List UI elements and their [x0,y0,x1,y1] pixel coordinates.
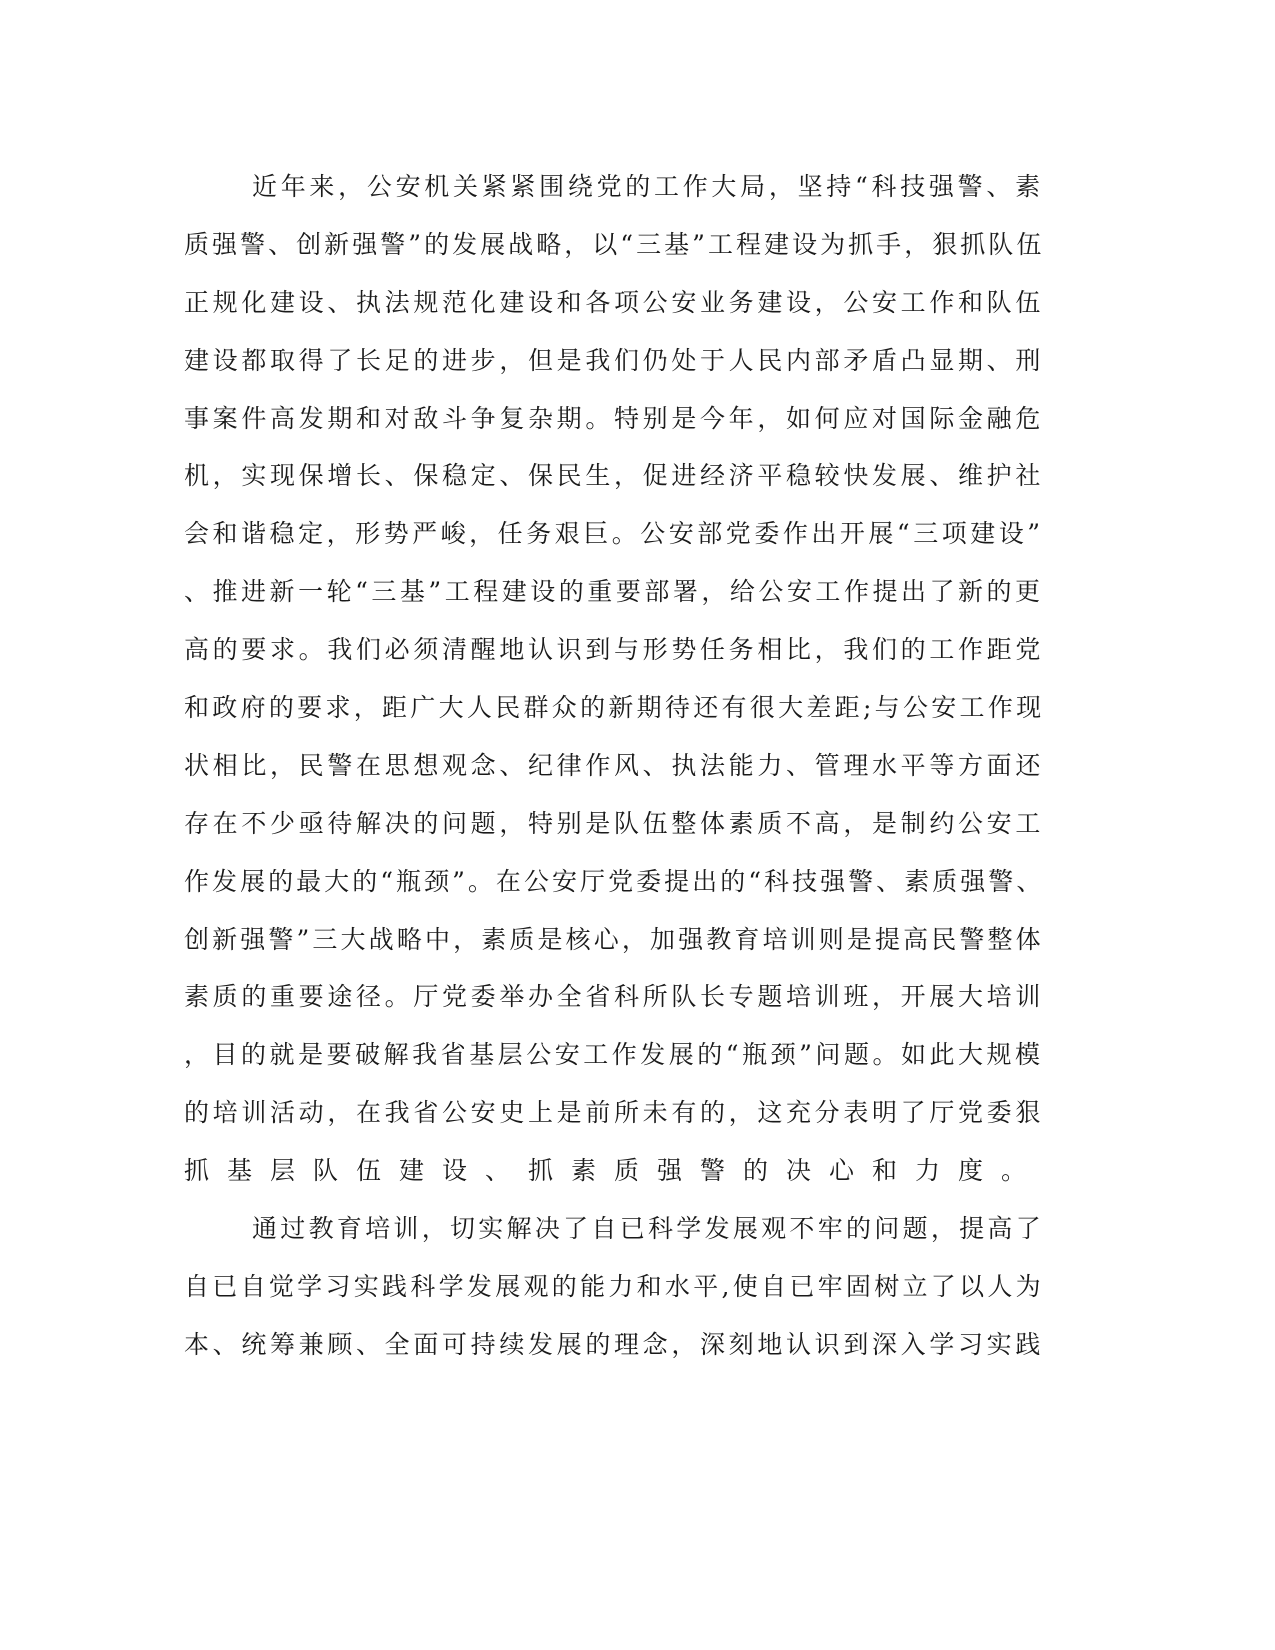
paragraph-2 [184,1200,1044,1374]
text-line: 近年来，公安机关紧紧围绕党的工作大局，坚持“科技强警、素 [252,172,1044,201]
text-line: 素质的重要途径。厅党委举办全省科所队长专题培训班，开展大培训 [184,982,1045,1012]
text-line: ，目的就是要破解我省基层公安工作发展的“瓶颈”问题。如此大规模 [184,1040,1044,1070]
text-line: 创新强警”三大战略中，素质是核心，加强教育培训则是提高民警整体 [184,924,1044,954]
text-line: 状相比，民警在思想观念、纪律作风、执法能力、管理水平等方面还 [184,750,1045,780]
text-line: 作发展的最大的“瓶颈”。在公安厅党委提出的“科技强警、素质强警、 [184,866,1045,896]
text-line: 高的要求。我们必须清醒地认识到与形势任务相比，我们的工作距党 [184,635,1045,665]
text-line: 事案件高发期和对敌斗争复杂期。特别是今年，如何应对国际金融危 [184,403,1045,433]
text-line: 自已自觉学习实践科学发展观的能力和水平,使自已牢固树立了以人为 [184,1271,1044,1301]
document-body [184,158,1044,1374]
text-line: 和政府的要求，距广大人民群众的新期待还有很大差距;与公安工作现 [184,693,1045,723]
text-line: 建设都取得了长足的进步，但是我们仍处于人民内部矛盾凸显期、刑 [184,345,1045,375]
text-line: 本、统筹兼顾、全面可持续发展的理念，深刻地认识到深入学习实践 [184,1329,1045,1359]
paragraph-1 [184,158,1044,1200]
text-line: 的培训活动，在我省公安史上是前所未有的，这充分表明了厅党委狠 [184,1098,1045,1128]
text-line: 抓基层队伍建设、抓素质强警的决心和力度。 [184,1156,1045,1186]
text-line: 机，实现保增长、保稳定、保民生，促进经济平稳较快发展、维护社 [184,461,1045,491]
text-line: 、推进新一轮“三基”工程建设的重要部署，给公安工作提出了新的更 [184,577,1044,607]
text-line: 通过教育培训，切实解决了自已科学发展观不牢的问题，提高了 [252,1214,1045,1244]
text-line: 正规化建设、执法规范化建设和各项公安业务建设，公安工作和队伍 [184,287,1045,317]
text-line: 质强警、创新强警”的发展战略，以“三基”工程建设为抓手，狠抓队伍 [184,229,1045,259]
text-line: 存在不少亟待解决的问题，特别是队伍整体素质不高，是制约公安工 [184,808,1045,838]
text-line: 会和谐稳定，形势严峻，任务艰巨。公安部党委作出开展“三项建设” [184,519,1044,549]
